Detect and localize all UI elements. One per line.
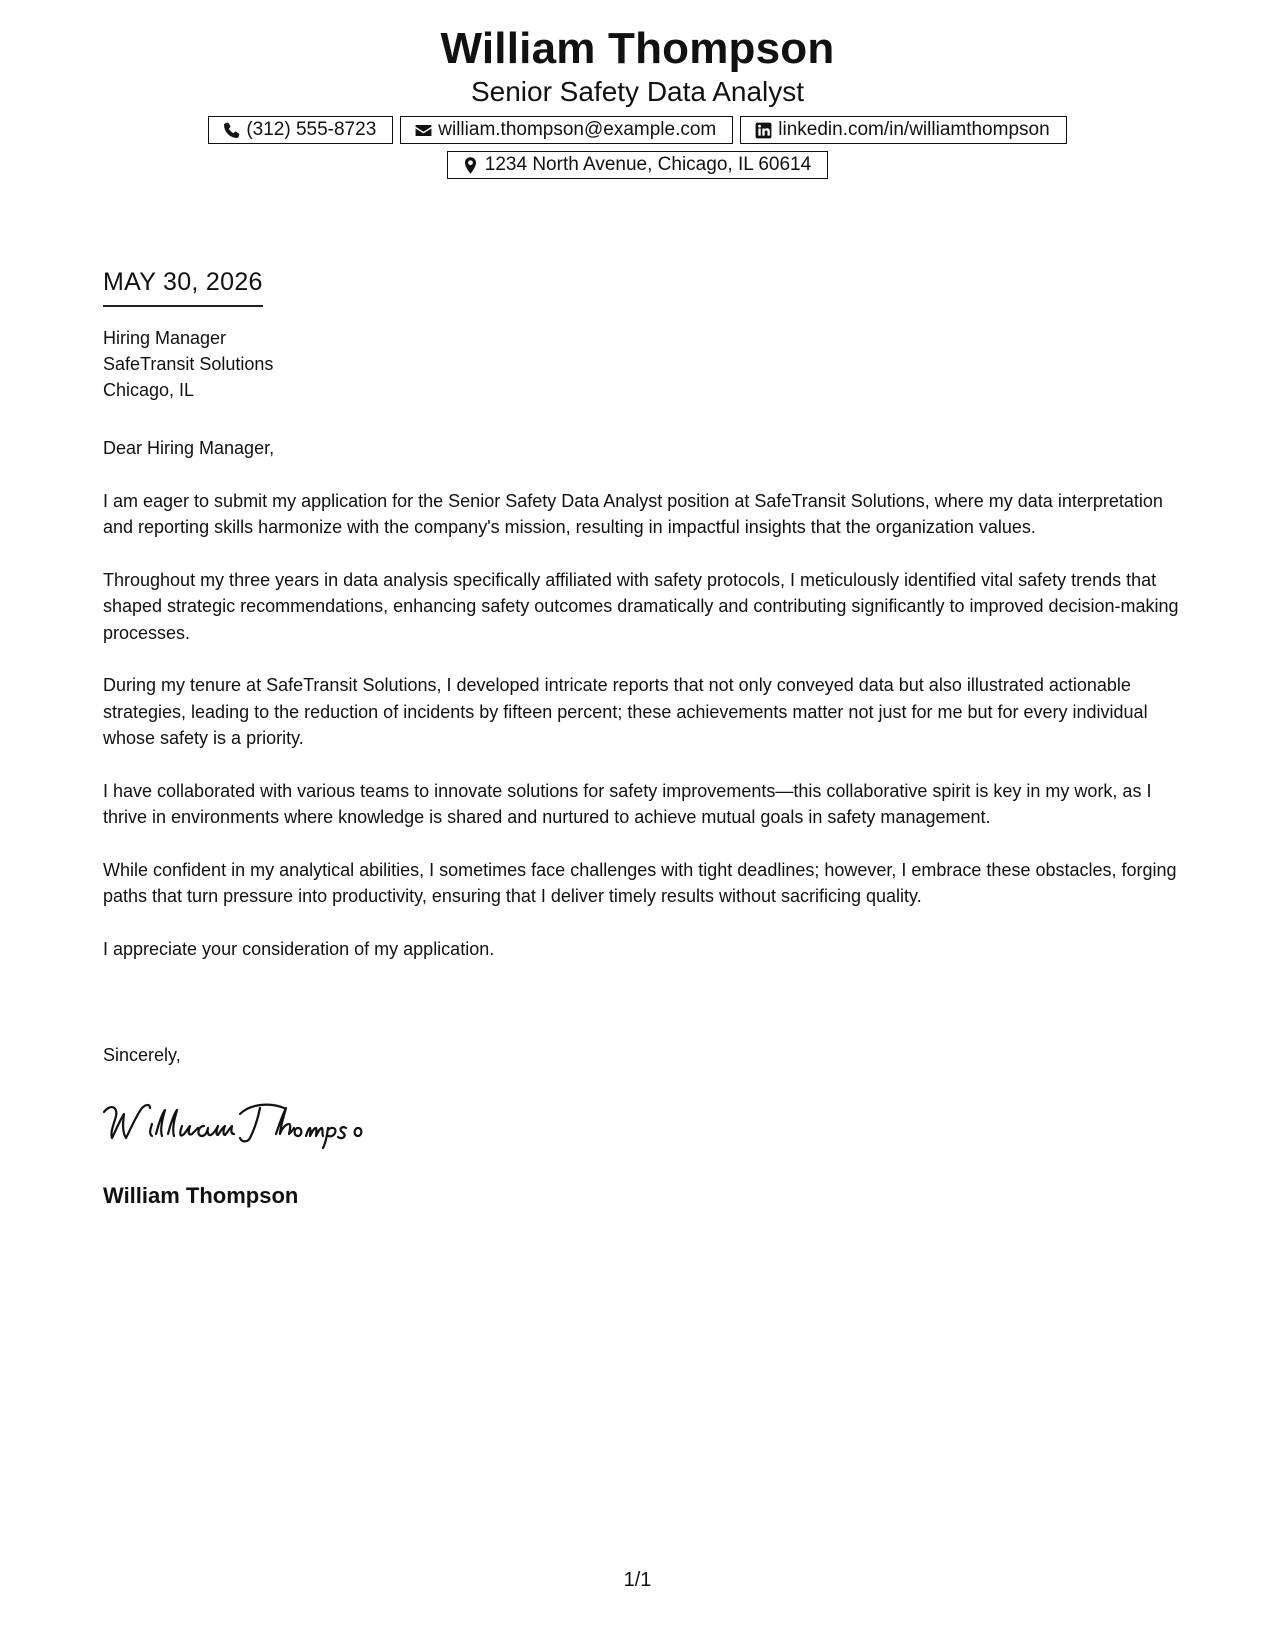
address-text: 1234 North Avenue, Chicago, IL 60614 (484, 154, 812, 175)
handwritten-signature (100, 1094, 370, 1150)
closing: Sincerely, (103, 1045, 181, 1065)
body-paragraph: I have collaborated with various teams to innovate solutions for safety improvements—this collaborative spirit is key in my work, as I thrive in environments where knowledge is shared and nurtured to achieve mutual goals in safety management. (103, 780, 1152, 827)
body-paragraph: During my tenure at SafeTransit Solutions, I developed intricate reports that not only conveyed data but also illustrated actionable strategies, leading to the reduction of incidents by fifteen percent; these achievements matter not just for me but for every individual whose safety is a priority. (103, 675, 1148, 748)
linkedin-text: linkedin.com/in/williamthompson (778, 119, 1050, 140)
applicant-title: Senior Safety Data Analyst (470, 76, 805, 107)
recipient-block (103, 325, 273, 403)
masthead (0, 22, 1275, 179)
signer-name: William Thompson (103, 1183, 299, 1208)
recipient-line: SafeTransit Solutions (103, 354, 274, 374)
phone-contact[interactable] (208, 116, 393, 144)
linkedin-contact[interactable] (740, 116, 1066, 144)
email-text: william.thompson@example.com (438, 119, 717, 140)
letter-date: MAY 30, 2026 (103, 267, 263, 307)
phone-icon (222, 121, 241, 140)
body-paragraph: While confident in my analytical abilities, I sometimes face challenges with tight deadlines; however, I embrace these obstacles, forging paths that turn pressure into productivity, ensuring that I deliver timely results without sacrificing quality. (103, 859, 1177, 906)
envelope-icon (414, 121, 433, 140)
applicant-name: William Thompson (440, 24, 835, 73)
letter-body (103, 435, 1183, 988)
body-paragraph: I am eager to submit my application for the Senior Safety Data Analyst position at SafeTransit Solutions, where my data interpretation and reporting skills harmonize with the company's mission, resulting in impactful insights that the organization values. (103, 490, 1163, 537)
map-pin-icon (461, 156, 480, 175)
recipient-line: Chicago, IL (103, 380, 195, 400)
address-row (0, 151, 1275, 179)
body-paragraph: I appreciate your consideration of my application. (103, 938, 495, 959)
salutation: Dear Hiring Manager, (103, 438, 275, 458)
recipient-line: Hiring Manager (103, 328, 227, 348)
contact-row (0, 116, 1275, 144)
address-contact (447, 151, 828, 179)
email-contact[interactable] (400, 116, 733, 144)
linkedin-icon (754, 121, 773, 140)
body-paragraph: Throughout my three years in data analysis specifically affiliated with safety protocols, I meticulously identified vital safety trends that shaped strategic recommendations, enhancing safety outcomes dramatically and contributing significantly to improved decision-making processes. (103, 569, 1179, 643)
page-indicator: 1/1 (623, 1569, 652, 1591)
phone-text: (312) 555-8723 (246, 119, 377, 140)
